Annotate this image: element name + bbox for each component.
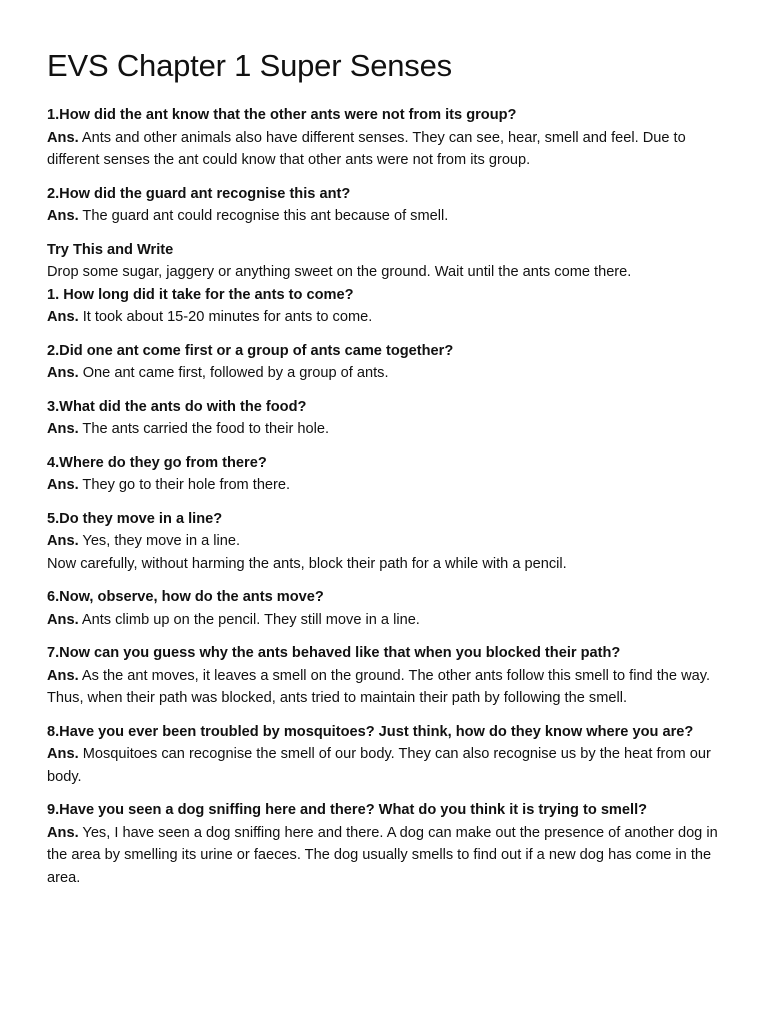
answer-text: One ant came first, followed by a group of ants.	[82, 365, 389, 381]
answer-label: Ans.	[47, 533, 79, 549]
answer-text: Mosquitoes can recognise the smell of our body. They can also recognise us by the heat from our body.	[47, 746, 711, 785]
qa-section-4	[47, 340, 737, 385]
answer-label: Ans.	[47, 611, 79, 628]
answer-4	[47, 362, 737, 385]
answer-label: Ans.	[47, 477, 79, 493]
answer-10	[47, 743, 737, 788]
question-5: 3.What did the ants do with the food?	[47, 398, 307, 415]
page-title: EVS Chapter 1 Super Senses	[47, 48, 452, 83]
answer-text: Ants climb up on the pencil. They still move in a line.	[81, 611, 420, 628]
answer-text: As the ant moves, it leaves a smell on the ground. The other ants follow this smell to find the way. Thus, when their path was blocked, ants tried to maintain their path by following the smell.	[47, 667, 710, 706]
qa-section-9	[47, 642, 737, 710]
follow-up-text: Now carefully, without harming the ants, block their path for a while with a pencil.	[47, 555, 567, 572]
question-2: 2.How did the guard ant recognise this ant?	[47, 185, 351, 202]
answer-2	[47, 205, 737, 228]
answer-5	[47, 418, 737, 441]
answer-text: The guard ant could recognise this ant because of smell.	[82, 208, 449, 224]
question-1: 1.How did the ant know that the other ants were not from its group?	[47, 107, 517, 123]
answer-text: The ants carried the food to their hole.	[82, 421, 330, 437]
question-11: 9.Have you seen a dog sniffing here and there? What do you think it is trying to smell?	[47, 802, 648, 818]
answer-text: It took about 15-20 minutes for ants to come.	[82, 309, 373, 325]
question-9: 7.Now can you guess why the ants behaved like that when you blocked their path?	[47, 645, 621, 661]
question-4: 2.Did one ant come first or a group of ants came together?	[47, 342, 454, 359]
question-7: 5.Do they move in a line?	[47, 510, 223, 527]
question-10: 8.Have you ever been troubled by mosquitoes? Just think, how do they know where you are?	[47, 723, 694, 740]
question-8: 6.Now, observe, how do the ants move?	[47, 589, 324, 605]
answer-7	[47, 530, 737, 553]
qa-section-1	[47, 104, 737, 172]
try-this-section	[47, 239, 737, 329]
answer-3	[47, 306, 737, 329]
answer-label: Ans.	[47, 309, 79, 325]
answer-label: Ans.	[47, 365, 79, 381]
answer-label: Ans.	[47, 208, 79, 224]
question-3: 1. How long did it take for the ants to come?	[47, 286, 354, 303]
qa-section-8	[47, 586, 737, 631]
answer-6	[47, 474, 737, 497]
section-heading: Try This and Write	[47, 241, 174, 258]
answer-8	[47, 609, 737, 632]
qa-section-10	[47, 721, 737, 789]
answer-label: Ans.	[47, 746, 79, 762]
answer-label: Ans.	[47, 824, 79, 841]
answer-text: Ants and other animals also have different senses. They can see, hear, smell and feel. Due to different senses the ant could know that other ants were not from its group.	[47, 129, 686, 168]
answer-text: Yes, they move in a line.	[82, 533, 241, 549]
document-page	[47, 0, 737, 900]
qa-section-5	[47, 396, 737, 441]
qa-section-11	[47, 799, 737, 889]
answer-label: Ans.	[47, 667, 79, 684]
answer-label: Ans.	[47, 129, 79, 146]
answer-1	[47, 127, 737, 172]
answer-text: Yes, I have seen a dog sniffing here and there. A dog can make out the presence of another dog in the area by smelling its urine or faeces. The dog usually smells to find out if a new dog has come in the area.	[47, 824, 718, 886]
answer-9	[47, 665, 737, 710]
answer-text: They go to their hole from there.	[82, 477, 291, 493]
qa-sections	[47, 104, 737, 889]
qa-section-7	[47, 508, 737, 576]
answer-11	[47, 822, 737, 890]
instruction-text: Drop some sugar, jaggery or anything sweet on the ground. Wait until the ants come there.	[47, 264, 632, 280]
question-6: 4.Where do they go from there?	[47, 454, 267, 471]
qa-section-2	[47, 183, 737, 228]
qa-section-6	[47, 452, 737, 497]
answer-label: Ans.	[47, 421, 79, 437]
